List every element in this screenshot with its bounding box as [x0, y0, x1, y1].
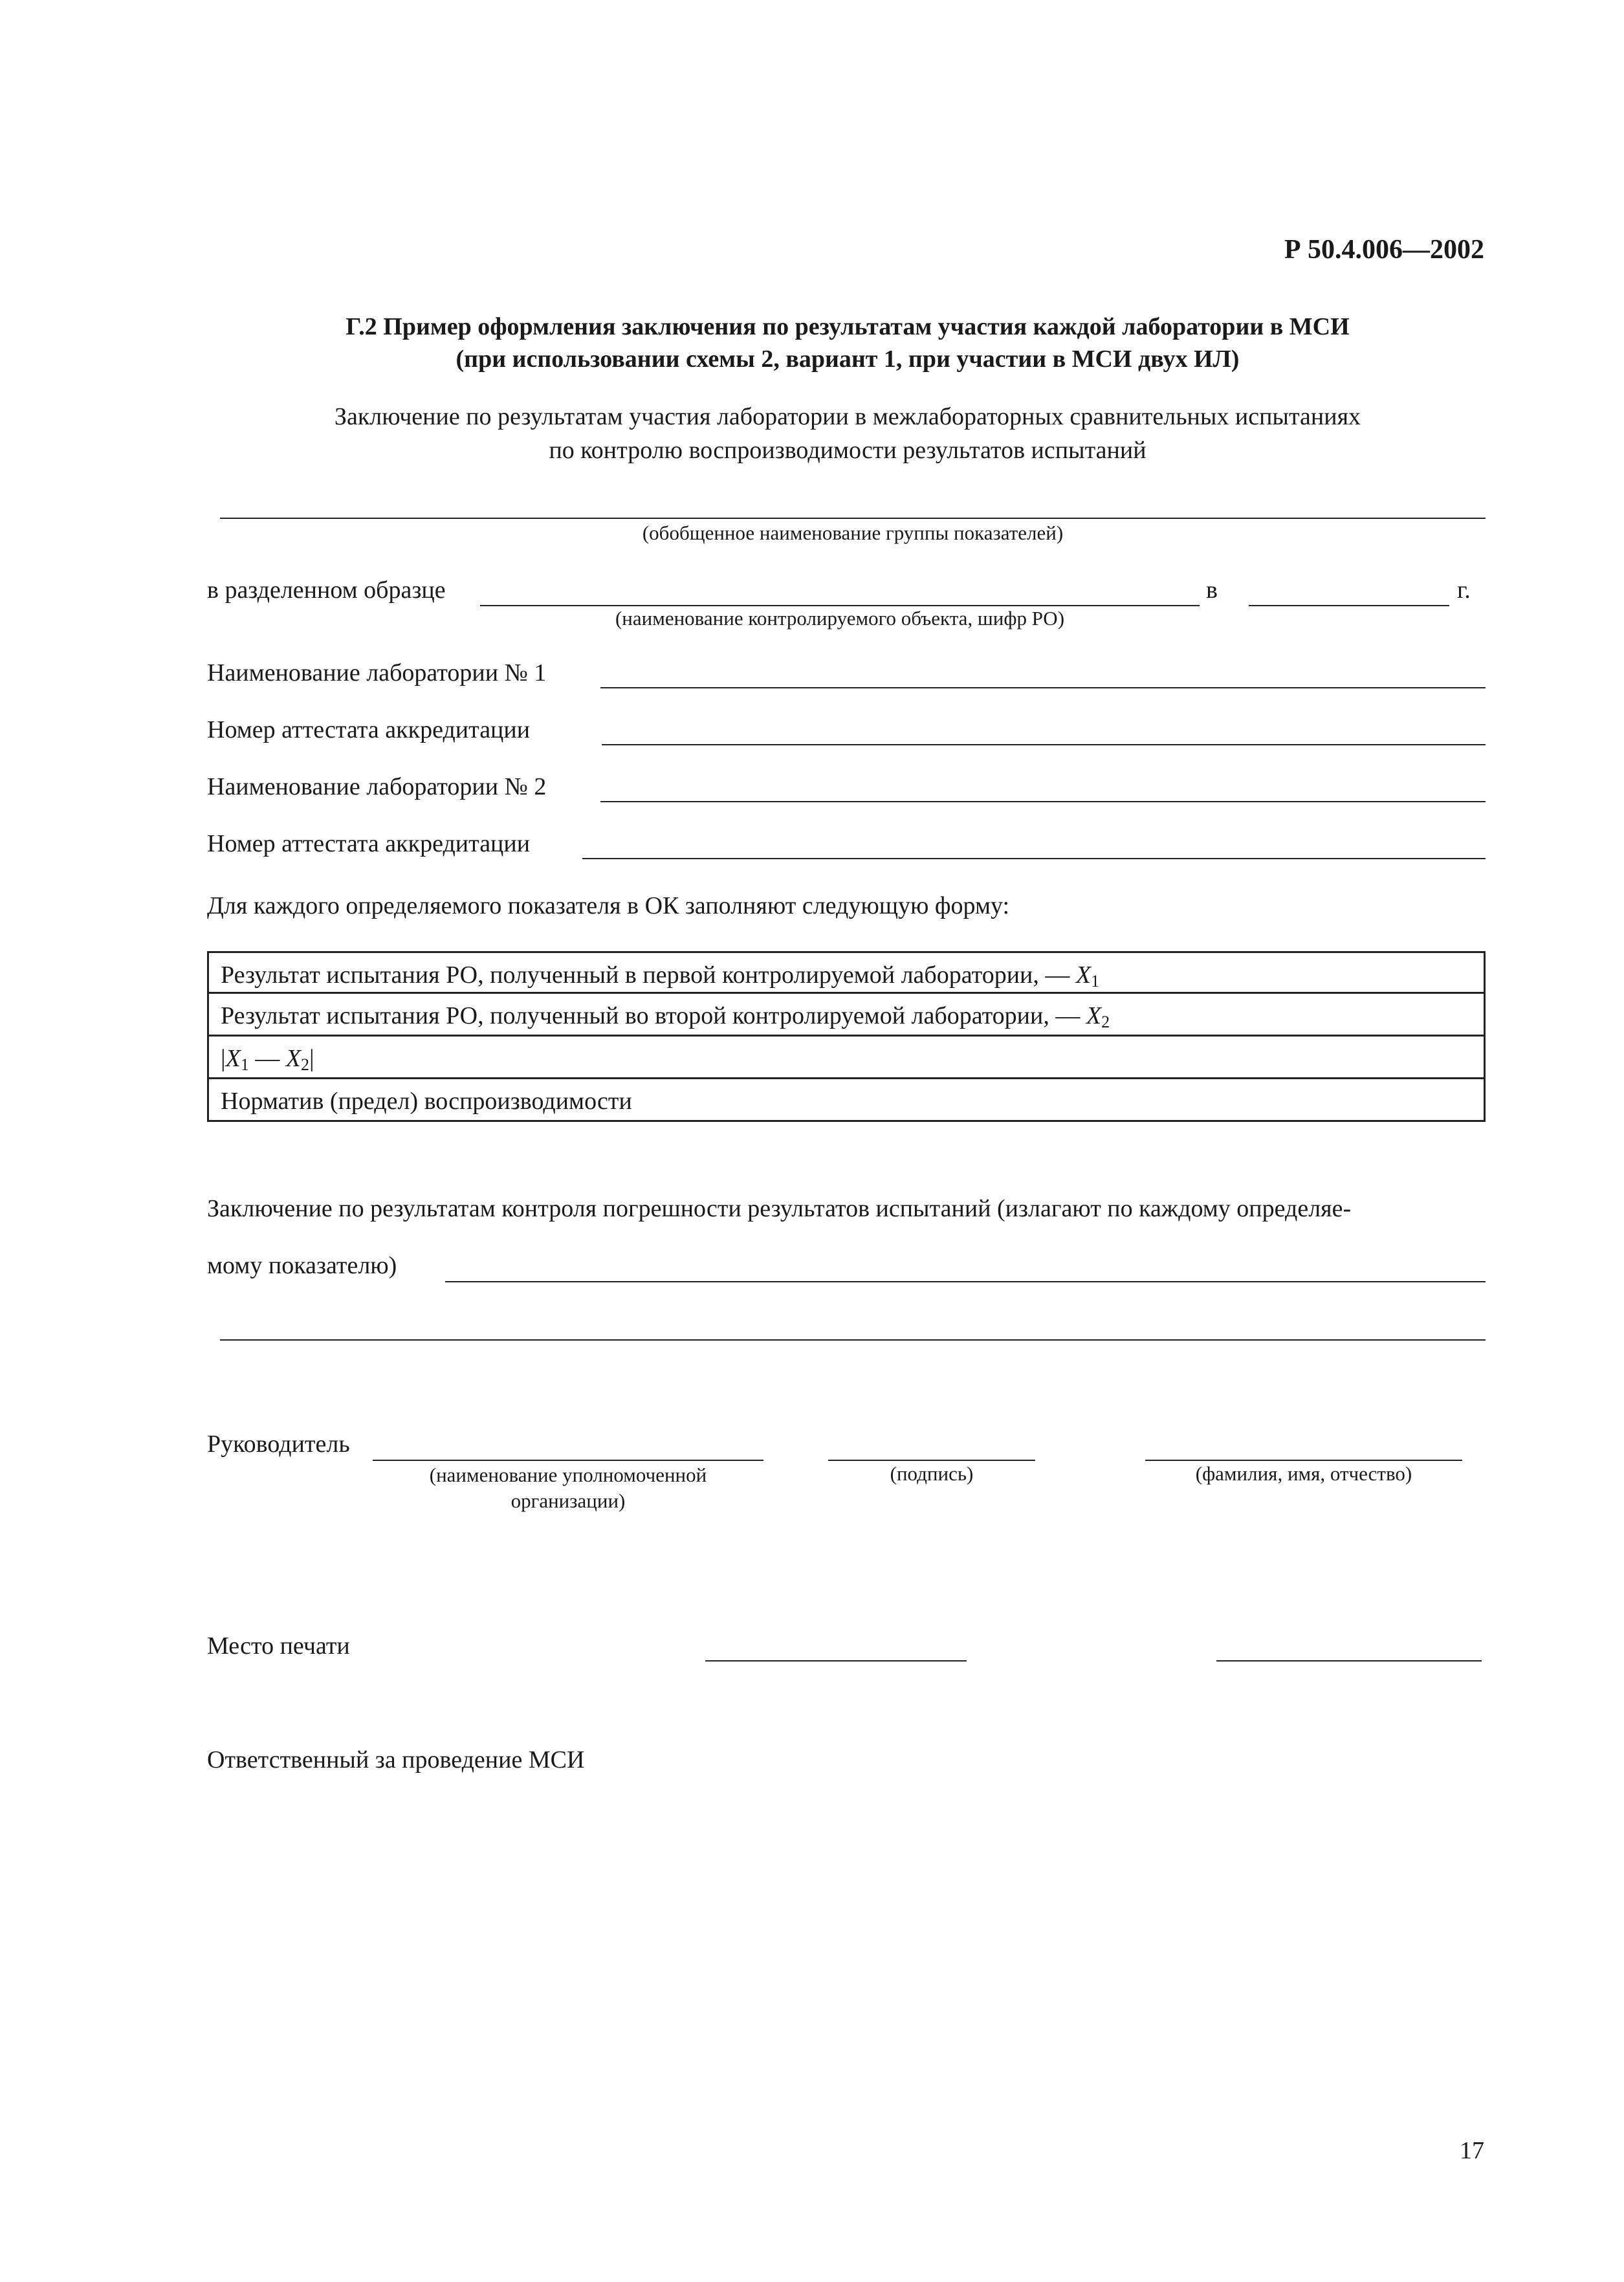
row1-sub: 1: [1091, 972, 1100, 991]
seal-label: Место печати: [207, 1632, 350, 1660]
lab1-name-line[interactable]: [600, 687, 1486, 688]
group-name-caption: (обобщенное наименование группы показателей): [642, 521, 1064, 544]
sample-object-line[interactable]: [480, 605, 1200, 606]
conclusion-line-b[interactable]: [220, 1339, 1486, 1341]
row2-label: Результат испытания РО, полученный во второй контролируемой лаборатории, —: [221, 1002, 1081, 1029]
form-title: [194, 400, 1501, 467]
row3-x1: X: [225, 1045, 241, 1072]
sign-caption: (подпись): [890, 1462, 974, 1485]
in-label: в: [1206, 576, 1218, 604]
lab1-cert-line[interactable]: [602, 744, 1486, 745]
lab2-name-label: Наименование лаборатории № 2: [207, 773, 547, 800]
form-title-line2: по контролю воспроизводимости результатов испытаний: [549, 437, 1147, 464]
table-row-lab2-result: [207, 994, 1486, 1037]
table-row-standard: [207, 1079, 1486, 1122]
row3-s1: 1: [240, 1055, 249, 1074]
section-heading-line1: Г.2 Пример оформления заключения по результатам участия каждой лаборатории в МСИ: [346, 313, 1350, 340]
row3-s2: 2: [301, 1055, 310, 1074]
conclusion-line-a[interactable]: [445, 1281, 1486, 1282]
row2-var: X: [1086, 1002, 1102, 1029]
section-heading: [194, 311, 1501, 375]
conclusion-line2: мому показателю): [207, 1252, 397, 1279]
table-row-lab2-text: [221, 1002, 1110, 1032]
responsible-label: Ответственный за проведение МСИ: [207, 1746, 585, 1773]
signature-line[interactable]: [828, 1460, 1035, 1461]
head-label: Руководитель: [207, 1431, 350, 1458]
table-row-lab1-result: [207, 951, 1486, 994]
fio-caption: (фамилия, имя, отчество): [1195, 1462, 1412, 1485]
table-intro: Для каждого определяемого показателя в ОК заполняют следующую форму:: [207, 892, 1010, 919]
lab2-cert-label: Номер аттестата аккредитации: [207, 830, 531, 857]
row4-label: Норматив (предел) воспроизводимости: [221, 1088, 632, 1115]
conclusion-line1: Заключение по результатам контроля погрешности результатов испытаний (излагают по каждому определяе-: [207, 1195, 1352, 1222]
table-row-difference: [207, 1037, 1486, 1079]
org-caption: [373, 1462, 763, 1514]
row3-close: |: [309, 1045, 314, 1072]
section-heading-line2: (при использовании схемы 2, вариант 1, при участии в МСИ двух ИЛ): [455, 346, 1240, 373]
seal-line-2[interactable]: [1216, 1660, 1482, 1662]
sample-place-line[interactable]: [1249, 605, 1449, 606]
group-name-line[interactable]: [220, 518, 1486, 519]
org-name-line[interactable]: [373, 1460, 763, 1461]
seal-line-1[interactable]: [705, 1660, 967, 1662]
org-caption-line2: организации): [510, 1489, 626, 1512]
page-number: 17: [1460, 2137, 1484, 2164]
lab2-name-line[interactable]: [600, 801, 1486, 802]
lab1-cert-label: Номер аттестата аккредитации: [207, 716, 531, 743]
fio-line[interactable]: [1145, 1460, 1462, 1461]
row3-x2: X: [285, 1045, 302, 1072]
row1-label: Результат испытания РО, полученный в первой контролируемой лаборатории, —: [221, 961, 1070, 989]
sample-label: в разделенном образце: [207, 576, 446, 604]
row3-minus: —: [248, 1045, 286, 1072]
year-label: г.: [1457, 576, 1471, 604]
lab2-cert-line[interactable]: [582, 858, 1486, 859]
row3-open: |: [221, 1045, 226, 1072]
row2-sub: 2: [1101, 1013, 1110, 1031]
form-title-line1: Заключение по результатам участия лаборатории в межлабораторных сравнительных испытаниях: [334, 403, 1361, 430]
lab1-name-label: Наименование лаборатории № 1: [207, 659, 547, 686]
org-caption-line1: (наименование уполномоченной: [429, 1464, 707, 1486]
row1-var: X: [1075, 961, 1092, 989]
document-code: Р 50.4.006—2002: [1284, 235, 1484, 265]
table-row-difference-text: [221, 1044, 314, 1075]
object-name-caption: (наименование контролируемого объекта, шифр РО): [615, 607, 1065, 630]
table-row-lab1-text: [221, 961, 1099, 991]
